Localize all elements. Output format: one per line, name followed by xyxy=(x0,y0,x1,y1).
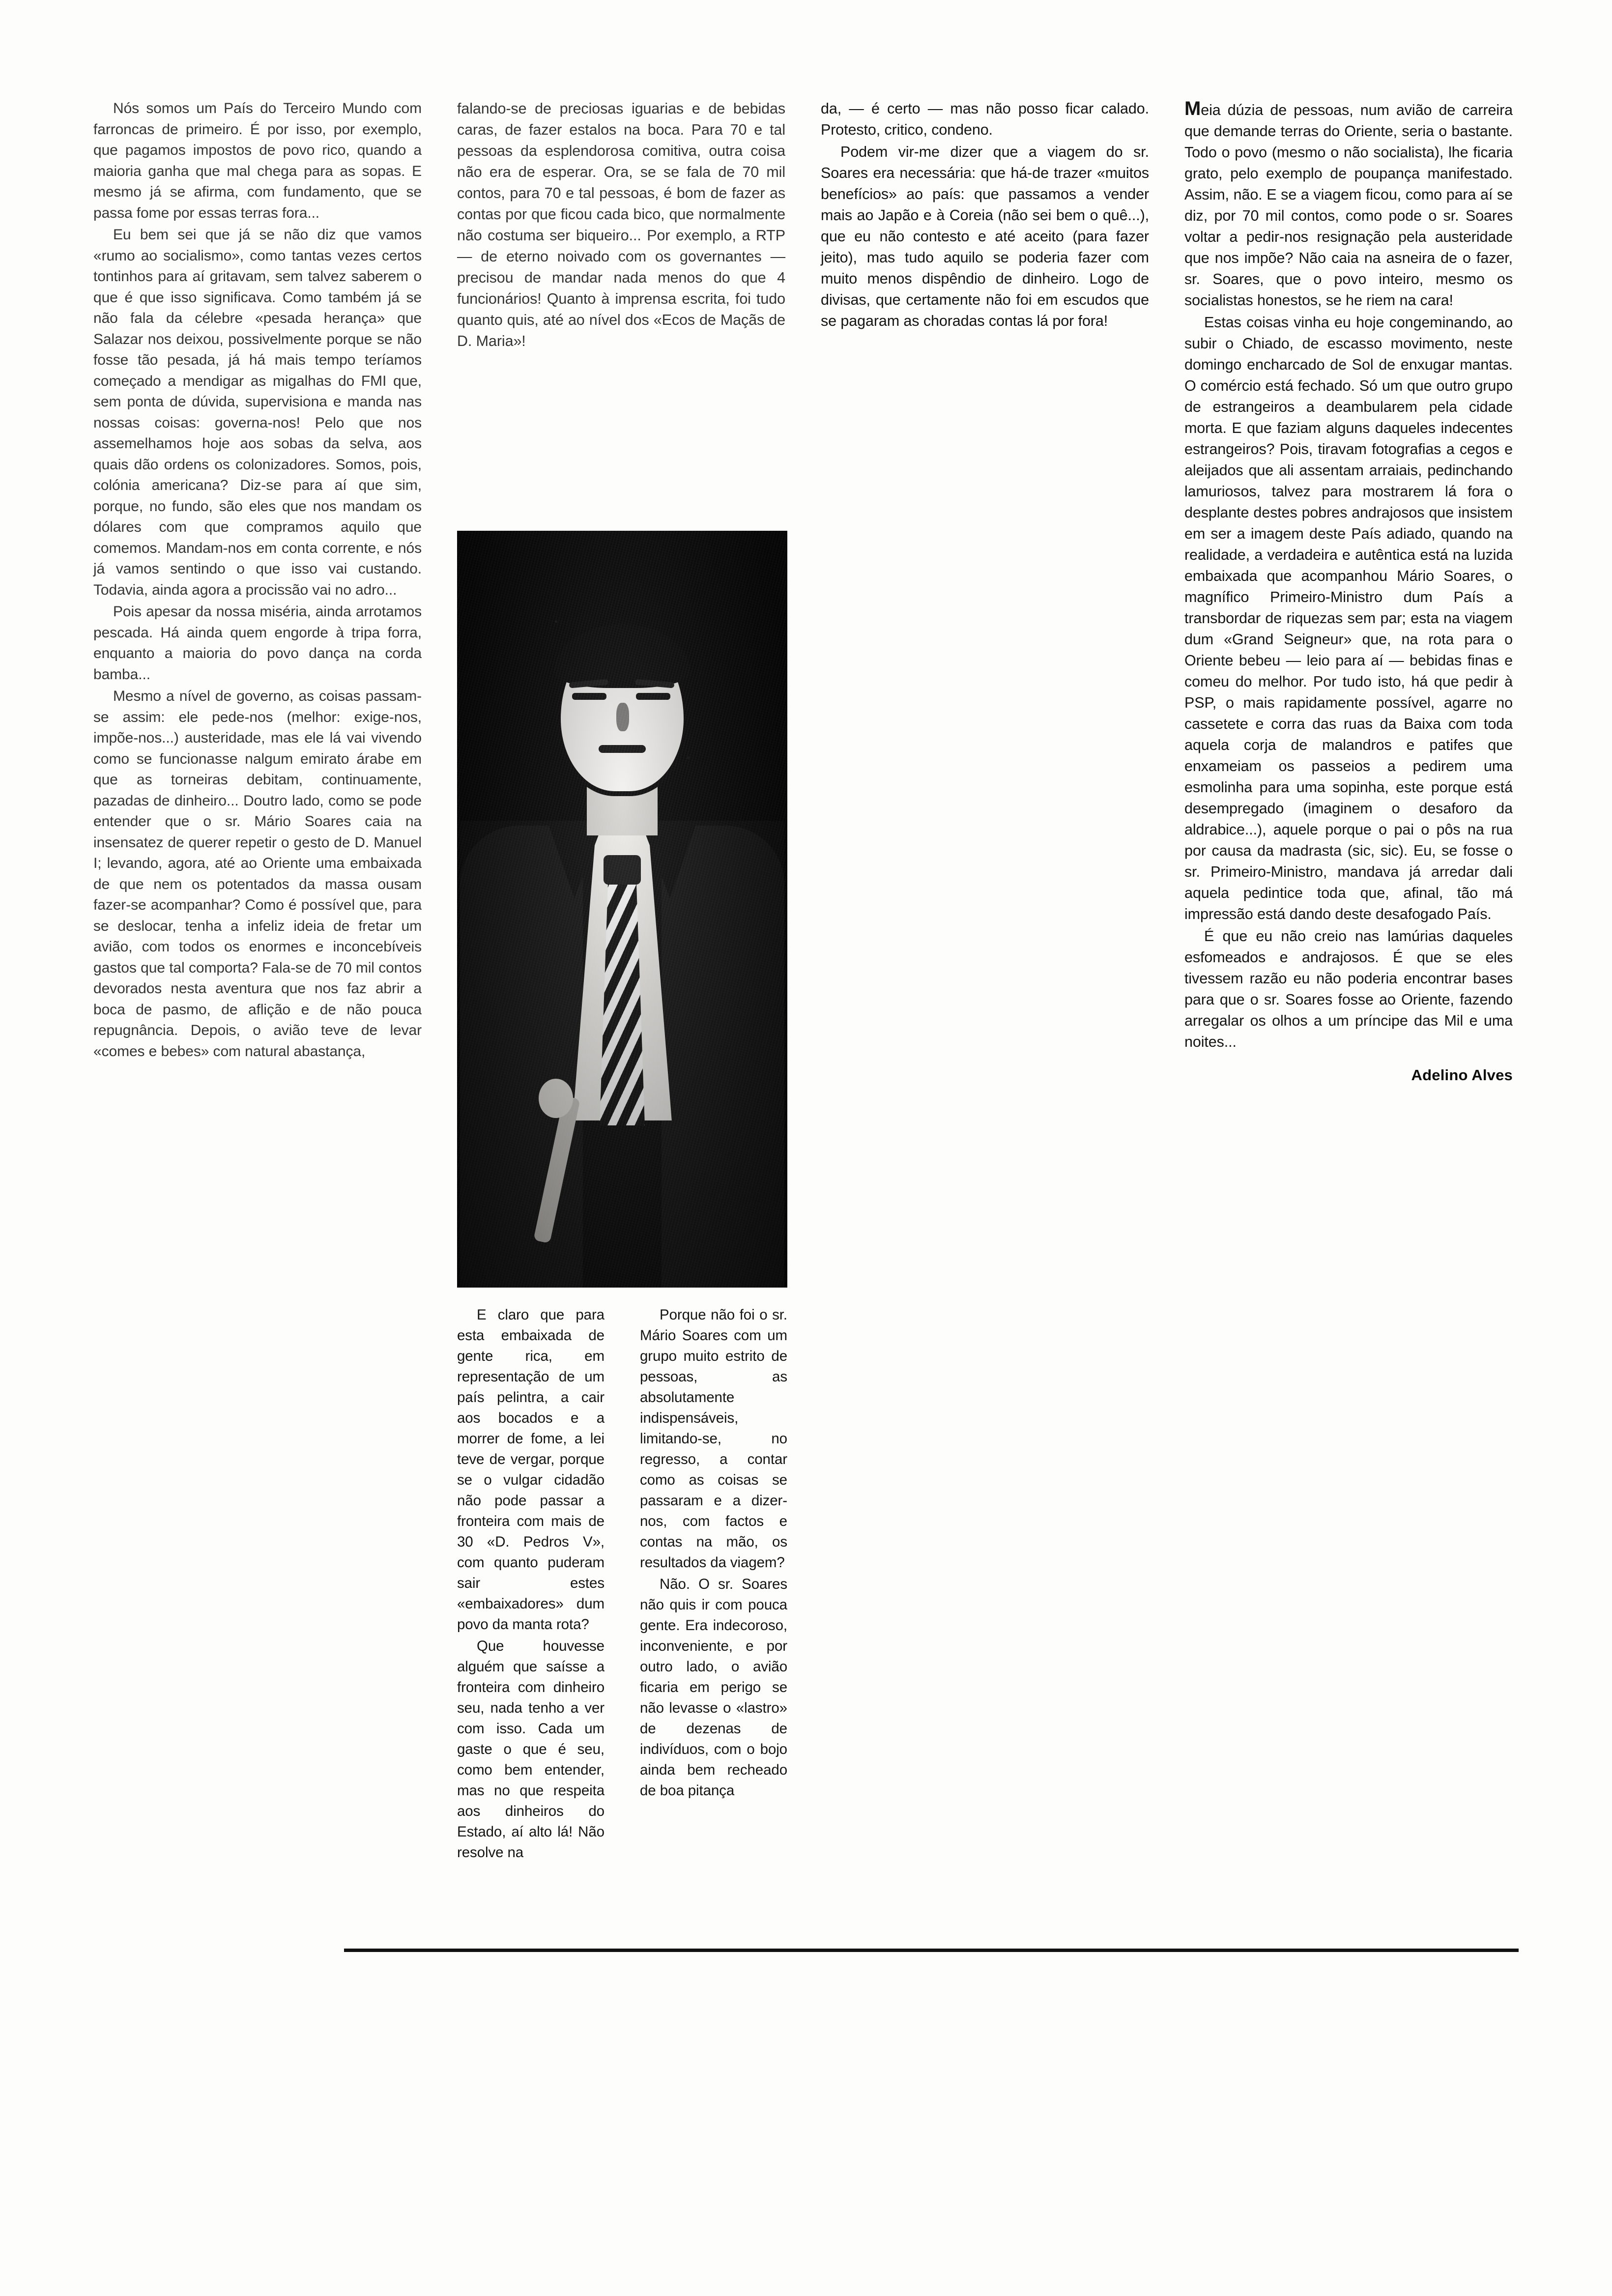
paragraph: Estas coisas vinha eu hoje congeminando, ao subir o Chiado, de escasso movimento, neste domingo encharcado de Sol de enxugar mantas. O comércio está fechado. Só um que outro grupo de estrangeiros a deambularem pela cidade morta. E que faziam alguns daqueles indecentes estrangeiros? Pois, tiravam fotografias a cegos e aleijados que ali assentam arraiais, pedinchando lamuriosos, talvez para mostrarem lá fora o desplante destes pobres andrajosos que insistem em ser a imagem deste País adiado, quando na realidade, a verdadeira e autêntica está na luzida embaixada que acompanhou Mário Soares, o magnífico Primeiro-Ministro dum País a transbordar de riquezas sem par; esta na viagem dum «Grand Seigneur» que, na rota para o Oriente bebeu — leio para aí — bebidas finas e comeu do melhor. Por tudo isto, há que pedir à PSP, o mais rapidamente possível, agarre no cassetete e corra das ruas da Baixa com toda aquela corja de malandros e patifes que enxameiam os passeios a pedirem uma esmolinha para uma sopinha, este porque está desempregado (imaginem o desaforo da aldrabice...), aquele porque o pai o pôs na rua por causa da madrasta (sic, sic). Eu, se fosse o sr. Primeiro-Ministro, mandava já arredar dali aquela pedintice toda que, afinal, tão má impressão está dando deste desafogado País. xyxy=(1184,314,1513,922)
paragraph: Que houvesse alguém que saísse a fronteira com dinheiro seu, nada tenho a ver com isso. Cada um gaste o que é seu, como bem entender, mas no que respeita aos dinheiros do Estado, aí alto lá! Não resolve na xyxy=(457,1638,604,1861)
paragraph: Porque não foi o sr. Mário Soares com um grupo muito estrito de pessoas, as absolutamente indispensáveis, limitando-se, no regresso, a contar como as coisas se passaram e a dizer-nos, com factos e contas na mão, os resultados da viagem? xyxy=(640,1307,787,1571)
column-4 xyxy=(1184,98,1513,1084)
photo-image xyxy=(457,531,787,1288)
paragraph: É que eu não creio nas lamúrias daqueles esfomeados e andrajosos. É que se eles tivessem razão eu não poderia encontrar bases para que o sr. Soares fosse ao Oriente, fazendo arregalar os olhos a um príncipe das Mil e uma noites... xyxy=(1184,928,1513,1050)
paragraph: da, — é certo — mas não posso ficar calado. Protesto, critico, condeno. xyxy=(821,100,1149,138)
paragraph: Meia dúzia de pessoas, num avião de carreira que demande terras do Oriente, seria o bastante. Todo o povo (mesmo o não socialista), lhe ficaria grato, pelo exemplo de poupança manifestado. Assim, não. E se a viagem ficou, como para aí se diz, por 70 mil contos, como pode o sr. Soares voltar a pedir-nos resignação pela austeridade que nos impõe? Não caia na asneira de o fazer, sr. Soares, que o povo inteiro, mesmo os socialistas honestos, se he riem na cara! xyxy=(1184,98,1513,309)
page-content xyxy=(93,98,1519,2094)
paragraph: Pois apesar da nossa miséria, ainda arrotamos pescada. Há ainda quem engorde à tripa forra, enquanto a maioria do povo dança na corda bamba... xyxy=(93,603,422,683)
author-signature: Adelino Alves xyxy=(1411,1066,1513,1084)
bottom-rule xyxy=(344,1949,1519,1952)
paragraph: E claro que para esta embaixada de gente rica, em representação de um país pelintra, a cair aos bocados e a morrer de fome, a lei teve de vergar, porque se o vulgar cidadão não pode passar a fronteira com mais de 30 «D. Pedros V», com quanto puderam sair estes «embaixadores» dum povo da manta rota? xyxy=(457,1307,604,1633)
article-photo xyxy=(457,531,787,1288)
article-columns xyxy=(93,98,1519,1084)
column-2 xyxy=(457,98,785,353)
paragraph: Mesmo a nível de governo, as coisas passam-se assim: ele pede-nos (melhor: exige-nos, impõe-nos...) austeridade, mas ele lá vai vivendo como se funcionasse nalgum emirato árabe em que as torneiras debitam, continuamente, pazadas de dinheiro... Doutro lado, como se pode entender que o sr. Mário Soares caia na insensatez de querer repetir o gesto de D. Manuel I; levando, agora, até ao Oriente uma embaixada de que nem os potentados da massa ousam fazer-se acompanhar? Como é possível que, para se deslocar, tenha a infeliz ideia de fretar um avião, com todos os enormes e inconcebíveis gastos que tal comporta? Fala-se de 70 mil contos devorados nesta aventura que nos faz abrir a boca de pasmo, de aflição e de não pouca repugnância. Depois, o avião teve de levar «comes e bebes» com natural abastança, xyxy=(93,688,422,1060)
paragraph: Podem vir-me dizer que a viagem do sr. Soares era necessária: que há-de trazer «muitos benefícios» ao país: que passamos a vender mais ao Japão e à Coreia (não sei bem o quê...), que eu não contesto e até aceito (para fazer jeito), mas tudo aquilo se poderia fazer com muito menos dispêndio de dinheiro. Logo de divisas, que certamente não foi em escudos que se pagaram as choradas contas lá por fora! xyxy=(821,144,1149,329)
column-1 xyxy=(93,98,422,1063)
paragraph: Eu bem sei que já se não diz que vamos «rumo ao socialismo», como tantas vezes certos tontinhos para aí gritavam, sem talvez saberem o que é que isso significava. Como também já se não fala da célebre «pesada herança» que Salazar nos deixou, possivelmente porque se não fosse tão pesada, já há mais tempo teríamos começado a mendigar as migalhas do FMI que, sem ponta de dúvida, supervisiona e manda nas nossas coisas: governa-nos! Pelo que nos assemelhamos hoje aos sobas da selva, aos quais dão ordens os colonizadores. Somos, pois, colónia americana? Diz-se para aí que sim, porque, no fundo, são eles que nos mandam os dólares com que compramos aquilo que comemos. Mandam-nos em conta corrente, e nós já vamos sentindo o que isso vai custando. Todavia, ainda agora a procissão vai no adro... xyxy=(93,227,422,598)
below-photo-column-left xyxy=(457,1305,604,1864)
paragraph: Nós somos um País do Terceiro Mundo com farroncas de primeiro. É por isso, por exemplo, que pagamos impostos de povo rico, quando a maioria ganha que mal chega para as sopas. E mesmo já se afirma, com fundamento, que se passa fome por essas terras fora... xyxy=(93,100,422,221)
below-photo-text xyxy=(457,1305,787,1864)
photo-vignette xyxy=(457,531,787,1288)
paragraph: Não. O sr. Soares não quis ir com pouca gente. Era indecoroso, inconveniente, e por outro lado, o avião ficaria em perigo se não levasse o «lastro» de dezenas de indivíduos, com o bojo ainda bem recheado de boa pitança xyxy=(640,1576,787,1799)
column-3 xyxy=(821,98,1149,333)
paragraph: falando-se de preciosas iguarias e de bebidas caras, de fazer estalos na boca. Para 70 e tal pessoas da esplendorosa comitiva, outra coisa não era de esperar. Ora, se se fala de 70 mil contos, para 70 e tal pessoas, é bom de fazer as contas por que ficou cada bico, que normalmente não costuma ser biqueiro... Por exemplo, a RTP — de eterno noivado com os governantes — precisou de mandar nada menos do que 4 funcionários! Quanto à imprensa escrita, foi tudo quanto quis, até ao nível dos «Ecos de Maçãs de D. Maria»! xyxy=(457,100,785,349)
below-photo-column-right xyxy=(640,1305,787,1864)
